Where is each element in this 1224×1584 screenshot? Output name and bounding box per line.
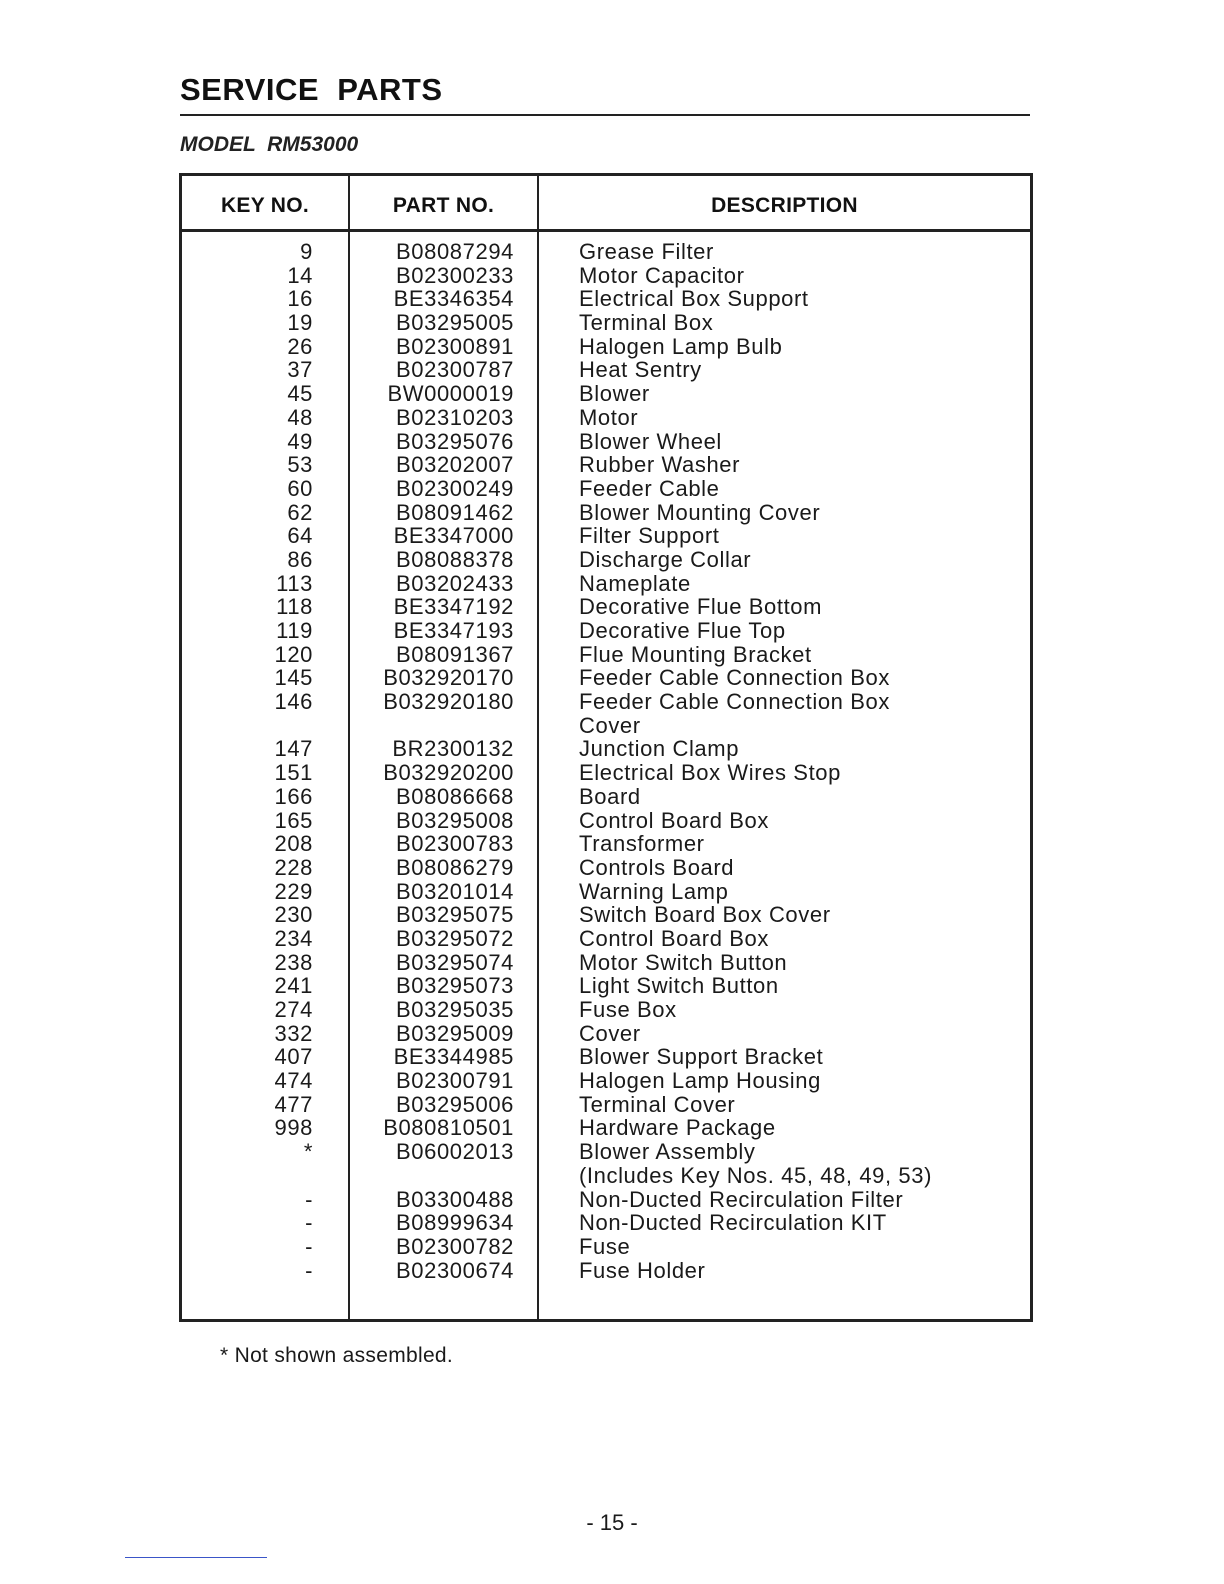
description-cell — [579, 809, 1019, 833]
description-line: Motor Switch Button — [579, 949, 788, 975]
key-no-cell: 120 — [274, 641, 313, 667]
key-no-cell: 64 — [287, 523, 313, 549]
key-no-cell: 9 — [300, 239, 313, 264]
key-no-cell: 998 — [274, 1115, 313, 1141]
part-no-cell: B08087294 — [396, 239, 514, 264]
description-cell — [579, 572, 1019, 596]
description-cell — [579, 643, 1019, 667]
table-row — [182, 619, 1030, 643]
part-no-cell: B03295006 — [396, 1091, 514, 1117]
table-row — [182, 430, 1030, 454]
key-no-cell: 118 — [276, 594, 313, 620]
description-line: Hardware Package — [579, 1115, 776, 1141]
part-no-cell: B03202007 — [396, 452, 514, 478]
key-no-cell: 113 — [276, 570, 313, 596]
key-no-cell: 26 — [287, 333, 313, 359]
description-cell — [579, 1140, 1019, 1187]
description-line-2: (Includes Key Nos. 45, 48, 49, 53) — [579, 1162, 933, 1188]
description-cell — [579, 548, 1019, 572]
description-cell — [579, 737, 1019, 761]
description-cell — [579, 974, 1019, 998]
key-no-cell: 86 — [287, 546, 313, 572]
description-cell — [579, 1045, 1019, 1069]
bottom-link-line — [125, 1557, 267, 1558]
description-cell — [579, 524, 1019, 548]
table-row — [182, 1022, 1030, 1046]
description-line: Non-Ducted Recirculation Filter — [579, 1186, 904, 1212]
table-row — [182, 690, 1030, 737]
description-cell — [579, 832, 1019, 856]
description-line: Fuse — [579, 1233, 631, 1259]
key-no-cell: 147 — [274, 736, 313, 762]
key-no-cell: 166 — [274, 783, 313, 809]
description-line: Electrical Box Wires Stop — [579, 760, 841, 786]
description-cell — [579, 1235, 1019, 1259]
description-line: Terminal Cover — [579, 1091, 736, 1117]
table-row — [182, 1116, 1030, 1140]
part-no-cell: B02300787 — [396, 357, 514, 383]
description-cell — [579, 1259, 1019, 1283]
key-no-cell: 208 — [274, 831, 313, 857]
description-line: Heat Sentry — [579, 357, 702, 383]
description-cell — [579, 1211, 1019, 1235]
table-row — [182, 453, 1030, 477]
description-cell — [579, 690, 1019, 737]
part-no-cell: B08088378 — [396, 546, 514, 572]
key-no-cell: 230 — [274, 902, 313, 928]
description-cell — [579, 998, 1019, 1022]
table-row — [182, 1188, 1030, 1212]
table-row — [182, 951, 1030, 975]
table-row — [182, 501, 1030, 525]
description-cell — [579, 595, 1019, 619]
description-line: Discharge Collar — [579, 546, 752, 572]
table-row — [182, 737, 1030, 761]
description-line: Light Switch Button — [579, 973, 779, 999]
key-no-cell: 146 — [274, 689, 313, 715]
key-no-cell: - — [305, 1186, 313, 1212]
description-line: Fuse Box — [579, 997, 677, 1023]
table-body — [182, 240, 1030, 1282]
part-no-cell: BE3347192 — [393, 594, 514, 620]
description-line: Nameplate — [579, 570, 691, 596]
part-no-cell: B03300488 — [396, 1186, 514, 1212]
part-no-cell: B02300233 — [396, 262, 514, 288]
description-line: Control Board Box — [579, 925, 769, 951]
table-row — [182, 524, 1030, 548]
table-row — [182, 903, 1030, 927]
parts-table — [179, 173, 1033, 1322]
key-no-cell: 274 — [274, 997, 313, 1023]
part-no-cell: B03295075 — [396, 902, 514, 928]
description-line: Grease Filter — [579, 239, 714, 264]
description-cell — [579, 477, 1019, 501]
part-no-cell: BW0000019 — [387, 381, 514, 407]
part-no-cell: B03201014 — [396, 878, 514, 904]
part-no-cell: B03295035 — [396, 997, 514, 1023]
part-no-cell: B03295074 — [396, 949, 514, 975]
description-cell — [579, 240, 1019, 264]
description-line: Non-Ducted Recirculation KIT — [579, 1210, 887, 1236]
key-no-cell: 49 — [287, 428, 313, 454]
key-no-cell: 151 — [274, 760, 313, 786]
table-row — [182, 1069, 1030, 1093]
key-no-cell: 145 — [274, 665, 313, 691]
key-no-cell: 165 — [274, 807, 313, 833]
part-no-cell: B080810501 — [383, 1115, 514, 1141]
description-line: Feeder Cable Connection Box — [579, 689, 890, 715]
part-no-cell: BR2300132 — [392, 736, 514, 762]
table-row — [182, 666, 1030, 690]
description-cell — [579, 903, 1019, 927]
description-line: Warning Lamp — [579, 878, 729, 904]
part-no-cell: B08999634 — [396, 1210, 514, 1236]
part-no-cell: B06002013 — [396, 1139, 514, 1165]
key-no-cell: 37 — [287, 357, 313, 383]
part-no-cell: BE3347000 — [393, 523, 514, 549]
part-no-cell: B02300782 — [396, 1233, 514, 1259]
table-row — [182, 240, 1030, 264]
description-cell — [579, 358, 1019, 382]
description-line: Motor — [579, 404, 639, 430]
model-subtitle: MODEL RM53000 — [180, 133, 359, 156]
table-row — [182, 1140, 1030, 1187]
description-line: Terminal Box — [579, 310, 714, 336]
description-line: Transformer — [579, 831, 705, 857]
description-line: Fuse Holder — [579, 1257, 706, 1283]
description-line: Control Board Box — [579, 807, 769, 833]
part-no-cell: B03202433 — [396, 570, 514, 596]
title-rule — [180, 114, 1030, 116]
table-row — [182, 856, 1030, 880]
part-no-cell: B03295072 — [396, 925, 514, 951]
description-cell — [579, 264, 1019, 288]
description-line: Controls Board — [579, 854, 735, 880]
table-row — [182, 643, 1030, 667]
key-no-cell: - — [305, 1210, 313, 1236]
key-no-cell: 119 — [276, 618, 313, 643]
description-line: Blower Support Bracket — [579, 1044, 824, 1070]
table-row — [182, 572, 1030, 596]
description-line: Switch Board Box Cover — [579, 902, 831, 928]
description-line-2: Cover — [579, 712, 641, 738]
description-cell — [579, 311, 1019, 335]
part-no-cell: B02310203 — [396, 404, 514, 430]
part-no-cell: BE3346354 — [393, 286, 514, 312]
header-divider — [182, 229, 1030, 232]
description-cell — [579, 287, 1019, 311]
key-no-cell: 407 — [274, 1044, 313, 1070]
table-row — [182, 1235, 1030, 1259]
table-row — [182, 1211, 1030, 1235]
description-cell — [579, 382, 1019, 406]
description-cell — [579, 501, 1019, 525]
header-part-no: PART NO. — [392, 194, 495, 217]
part-no-cell: B03295008 — [396, 807, 514, 833]
description-line: Feeder Cable Connection Box — [579, 665, 890, 691]
key-no-cell: 48 — [287, 404, 313, 430]
key-no-cell: 477 — [274, 1091, 313, 1117]
part-no-cell: B02300791 — [396, 1068, 514, 1094]
description-line: Motor Capacitor — [579, 262, 745, 288]
part-no-cell: BE3344985 — [393, 1044, 514, 1070]
description-cell — [579, 927, 1019, 951]
part-no-cell: B02300249 — [396, 475, 514, 501]
table-row — [182, 785, 1030, 809]
table-row — [182, 927, 1030, 951]
description-line: Decorative Flue Bottom — [579, 594, 823, 620]
description-cell — [579, 1022, 1019, 1046]
header-key-no: KEY NO. — [220, 194, 310, 217]
table-row — [182, 974, 1030, 998]
description-line: Electrical Box Support — [579, 286, 809, 312]
part-no-cell: B03295009 — [396, 1020, 514, 1046]
table-row — [182, 761, 1030, 785]
description-cell — [579, 761, 1019, 785]
description-cell — [579, 666, 1019, 690]
part-no-cell: BE3347193 — [393, 618, 514, 643]
description-cell — [579, 1069, 1019, 1093]
part-no-cell: B02300783 — [396, 831, 514, 857]
table-row — [182, 1045, 1030, 1069]
key-no-cell: * — [303, 1139, 313, 1165]
description-cell — [579, 430, 1019, 454]
table-row — [182, 809, 1030, 833]
table-row — [182, 382, 1030, 406]
description-cell — [579, 856, 1019, 880]
key-no-cell: 332 — [274, 1020, 313, 1046]
key-no-cell: 19 — [287, 310, 313, 336]
description-line: Flue Mounting Bracket — [579, 641, 812, 667]
description-cell — [579, 619, 1019, 643]
description-cell — [579, 1116, 1019, 1140]
table-row — [182, 998, 1030, 1022]
table-row — [182, 595, 1030, 619]
key-no-cell: 14 — [287, 262, 313, 288]
key-no-cell: - — [305, 1233, 313, 1259]
key-no-cell: 241 — [274, 973, 313, 999]
description-line: Halogen Lamp Housing — [579, 1068, 821, 1094]
part-no-cell: B02300674 — [396, 1257, 514, 1283]
table-row — [182, 406, 1030, 430]
part-no-cell: B032920180 — [383, 689, 514, 715]
description-cell — [579, 1093, 1019, 1117]
page-title: SERVICE PARTS — [180, 72, 443, 107]
table-row — [182, 1093, 1030, 1117]
footnote: * Not shown assembled. — [220, 1344, 454, 1367]
key-no-cell: 238 — [274, 949, 313, 975]
table-row — [182, 832, 1030, 856]
description-line: Blower Wheel — [579, 428, 722, 454]
table-row — [182, 264, 1030, 288]
part-no-cell: B08091367 — [396, 641, 514, 667]
part-no-cell: B03295005 — [396, 310, 514, 336]
part-no-cell: B032920170 — [383, 665, 514, 691]
page-number: - 15 - — [586, 1510, 638, 1535]
part-no-cell: B08086668 — [396, 783, 514, 809]
table-row — [182, 287, 1030, 311]
header-description: DESCRIPTION — [711, 194, 858, 217]
key-no-cell: 229 — [274, 878, 313, 904]
table-row — [182, 880, 1030, 904]
table-row — [182, 477, 1030, 501]
description-line: Cover — [579, 1020, 641, 1046]
table-row — [182, 1259, 1030, 1283]
description-cell — [579, 406, 1019, 430]
description-cell — [579, 785, 1019, 809]
part-no-cell: B08091462 — [396, 499, 514, 525]
description-line: Board — [579, 783, 641, 809]
table-row — [182, 335, 1030, 359]
description-line: Filter Support — [579, 523, 720, 549]
part-no-cell: B08086279 — [396, 854, 514, 880]
part-no-cell: B032920200 — [383, 760, 514, 786]
description-cell — [579, 880, 1019, 904]
description-line: Junction Clamp — [579, 736, 740, 762]
key-no-cell: 60 — [287, 475, 313, 501]
key-no-cell: 45 — [287, 381, 313, 407]
description-cell — [579, 1188, 1019, 1212]
description-line: Feeder Cable — [579, 475, 720, 501]
description-line: Blower — [579, 381, 650, 407]
description-line: Halogen Lamp Bulb — [579, 333, 783, 359]
description-cell — [579, 335, 1019, 359]
part-no-cell: B02300891 — [396, 333, 514, 359]
table-row — [182, 358, 1030, 382]
description-line: Rubber Washer — [579, 452, 741, 478]
description-line: Blower Mounting Cover — [579, 499, 821, 525]
table-row — [182, 548, 1030, 572]
description-cell — [579, 951, 1019, 975]
key-no-cell: 62 — [287, 499, 313, 525]
description-line: Decorative Flue Top — [579, 618, 786, 643]
key-no-cell: 16 — [287, 286, 313, 312]
key-no-cell: - — [305, 1257, 313, 1283]
key-no-cell: 53 — [287, 452, 313, 478]
key-no-cell: 234 — [274, 925, 313, 951]
key-no-cell: 474 — [274, 1068, 313, 1094]
part-no-cell: B03295073 — [396, 973, 514, 999]
key-no-cell: 228 — [274, 854, 313, 880]
table-row — [182, 311, 1030, 335]
description-cell — [579, 453, 1019, 477]
description-line: Blower Assembly — [579, 1139, 756, 1165]
part-no-cell: B03295076 — [396, 428, 514, 454]
